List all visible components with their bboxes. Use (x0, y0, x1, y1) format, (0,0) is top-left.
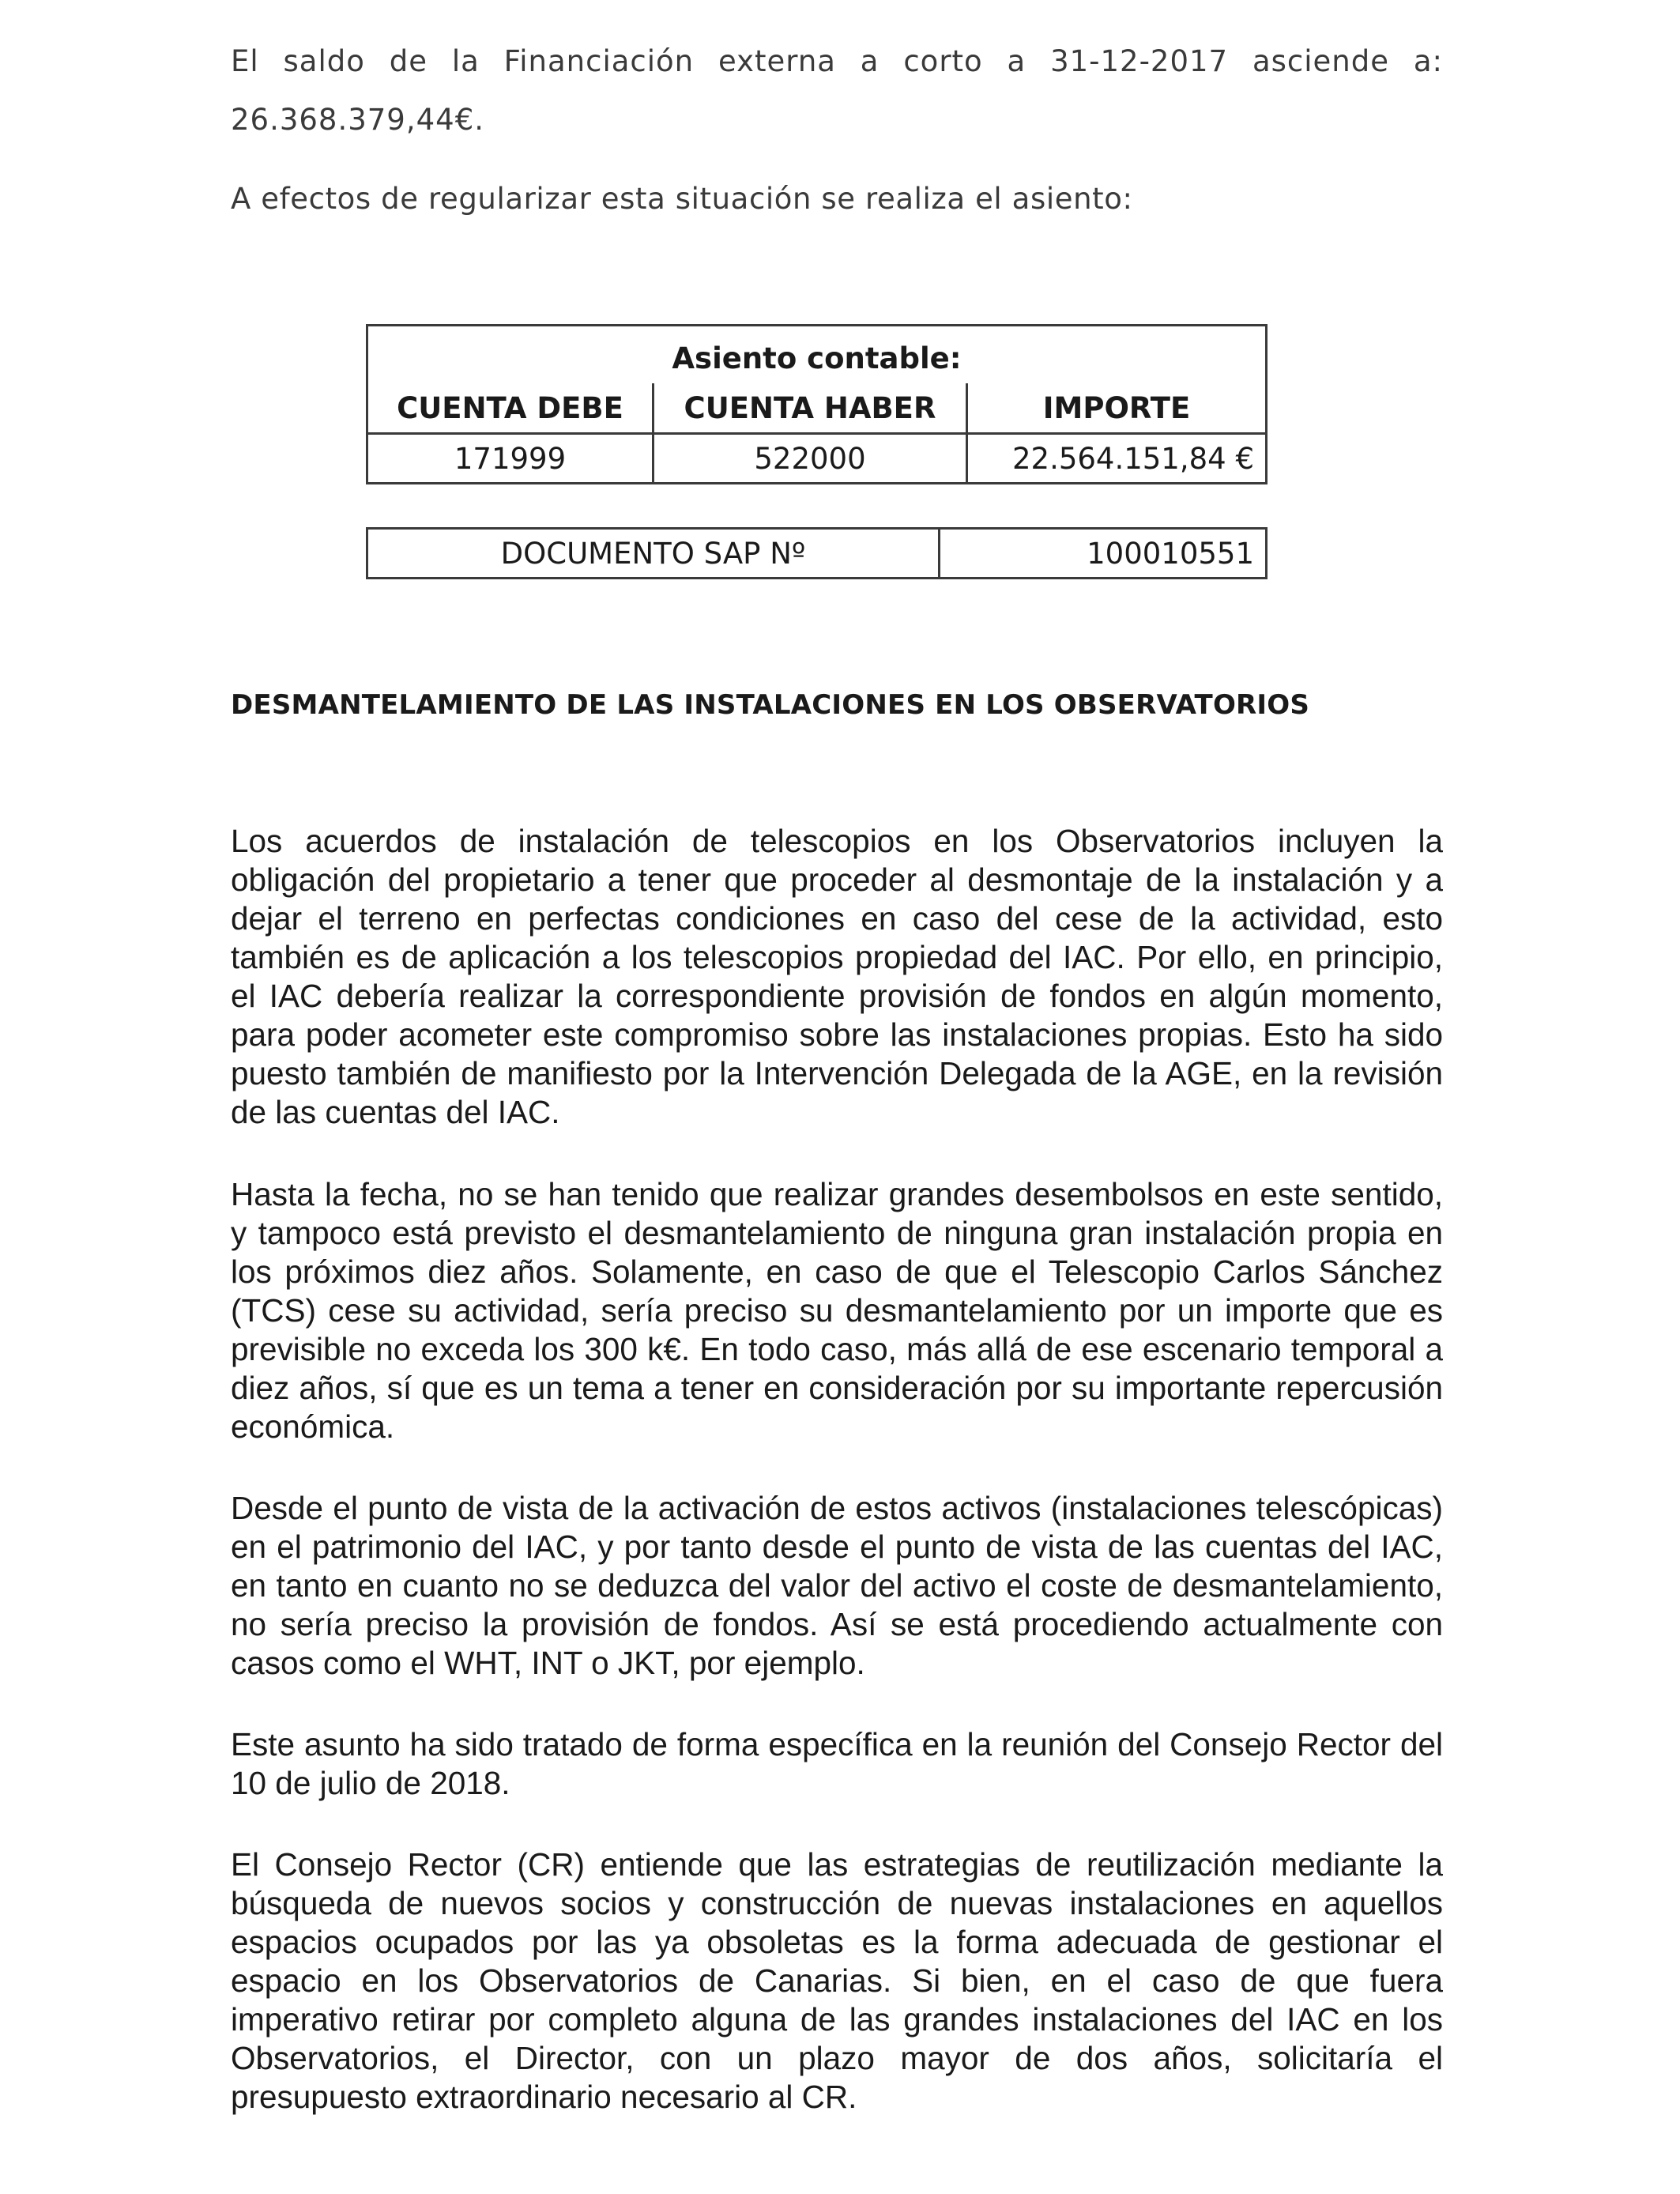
table-row (367, 434, 1267, 484)
asiento-contable-table (366, 324, 1268, 484)
table-title-row (367, 326, 1267, 384)
table-header-row (367, 383, 1267, 434)
documento-sap-table (366, 527, 1268, 579)
column-header-cuenta-haber: CUENTA HABER (654, 383, 967, 434)
cell-importe: 22.564.151,84 € (967, 434, 1267, 484)
paragraph-acuerdos: Los acuerdos de instalación de telescopios en los Observatorios incluyen la obligación del propietario a tener que proceder al desmontaje de la instalación y a dejar el terreno en perfectas condiciones en caso del cese de la actividad, esto también es de aplicación a los telescopios propiedad del IAC. Por ello, en principio, el IAC debería realizar la correspondiente provisión de fondos en algún momento, para poder acometer este compromiso sobre las instalaciones propias. Esto ha sido puesto también de manifiesto por la Intervención Delegada de la AGE, en la revisión de las cuentas del IAC. (231, 823, 1443, 1130)
paragraph-consejo-rector-estrategias: El Consejo Rector (CR) entiende que las estrategias de reutilización mediante la búsqueda de nuevos socios y construcción de nuevas instalaciones en aquellos espacios ocupados por las ya obsoletas es la forma adecuada de gestionar el espacio en los Observatorios de Canarias. Si bien, en el caso de que fuera imperativo retirar por completo alguna de las grandes instalaciones del IAC en los Observatorios, el Director, con un plazo mayor de dos años, solicitaría el presupuesto extraordinario necesario al CR. (231, 1846, 1443, 2115)
column-header-importe: IMPORTE (967, 383, 1267, 434)
section-heading: DESMANTELAMIENTO DE LAS INSTALACIONES EN LOS OBSERVATORIOS (231, 689, 1310, 721)
paragraph-punto-de-vista: Desde el punto de vista de la activación de estos activos (instalaciones telescópicas) en el patrimonio del IAC, y por tanto desde el punto de vista de las cuentas del IAC, en tanto en cuanto no se deduzca del valor del activo el coste de desmantelamiento, no sería preciso la provisión de fondos. Así se está procediendo actualmente con casos como el WHT, INT o JKT, por ejemplo. (231, 1490, 1443, 1681)
intro-regularization-text: A efectos de regularizar esta situación se realiza el asiento: (231, 182, 1133, 216)
table-title: Asiento contable: (367, 326, 1267, 384)
intro-amount: 26.368.379,44€. (231, 103, 484, 137)
sap-label: DOCUMENTO SAP Nº (367, 529, 940, 579)
paragraph-hasta-la-fecha: Hasta la fecha, no se han tenido que realizar grandes desembolsos en este sentido, y tampoco está previsto el desmantelamiento de ninguna gran instalación propia en los próximos diez años. Solamente, en caso de que el Telescopio Carlos Sánchez (TCS) cese su actividad, sería preciso su desmantelamiento por un importe que es previsible no exceda los 300 k€. En todo caso, más allá de ese escenario temporal a diez años, sí que es un tema a tener en consideración por su importante repercusión económica. (231, 1176, 1443, 1445)
paragraph-consejo-rector-reunion: Este asunto ha sido tratado de forma específica en la reunión del Consejo Rector del 10 de julio de 2018. (231, 1726, 1443, 1801)
column-header-cuenta-debe: CUENTA DEBE (367, 383, 654, 434)
cell-cuenta-debe: 171999 (367, 434, 654, 484)
table-row (367, 529, 1267, 579)
sap-value: 100010551 (940, 529, 1267, 579)
intro-text: El saldo de la Financiación externa a corto a 31-12-2017 asciende a: (231, 44, 1443, 78)
cell-cuenta-haber: 522000 (654, 434, 967, 484)
